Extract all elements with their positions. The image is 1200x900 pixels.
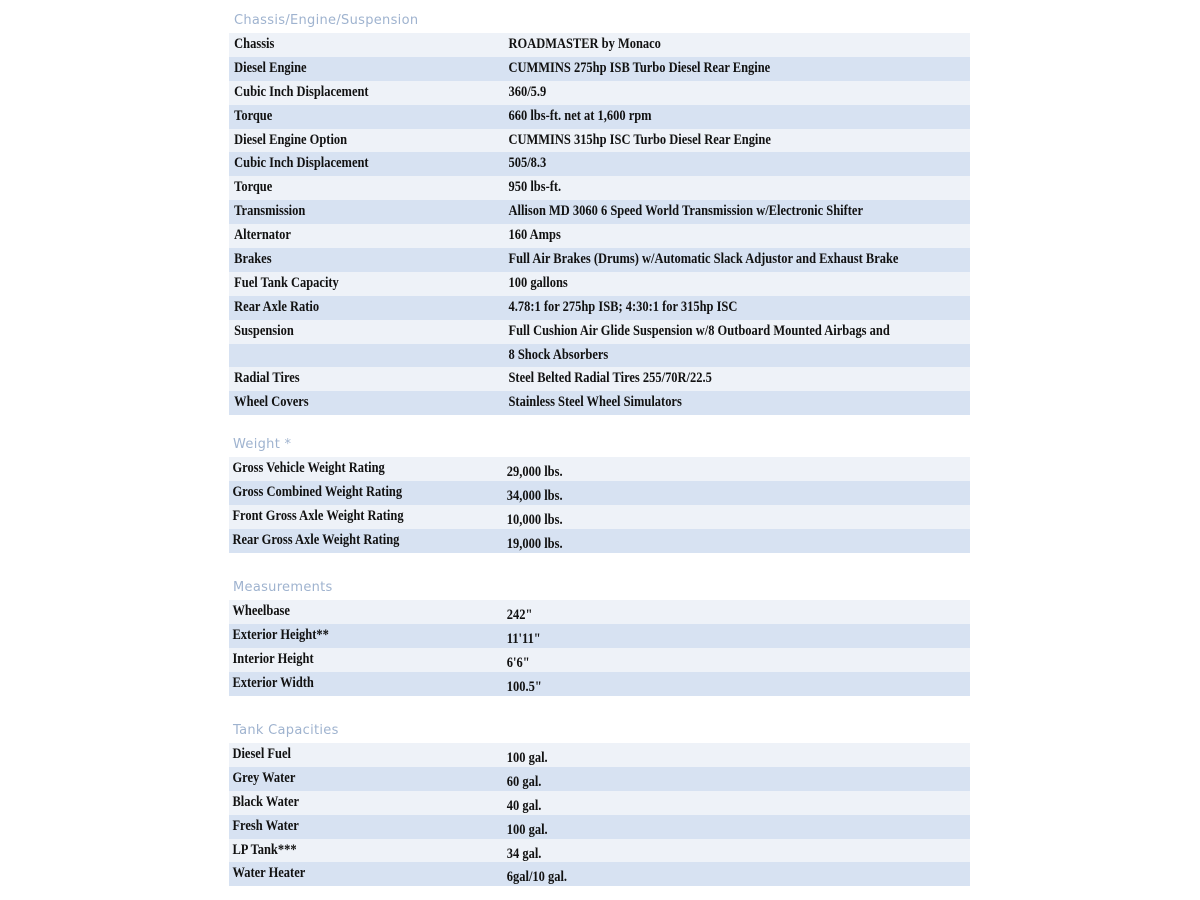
spec-value: 19,000 lbs. <box>506 535 563 552</box>
spec-value: 34,000 lbs. <box>506 487 563 504</box>
spec-value: Stainless Steel Wheel Simulators <box>508 394 682 411</box>
spec-value: 34 gal. <box>506 845 542 862</box>
spec-label: Diesel Engine Option <box>234 131 348 148</box>
spec-label: Torque <box>234 179 273 196</box>
spec-value: 10,000 lbs. <box>506 511 563 528</box>
spec-value: 505/8.3 <box>508 155 547 172</box>
table-row <box>229 248 970 272</box>
spec-table <box>229 457 970 553</box>
table-row <box>229 743 970 767</box>
spec-label: Diesel Fuel <box>232 746 291 762</box>
table-row <box>229 600 970 624</box>
spec-value: 100 gallons <box>508 274 568 291</box>
spec-value: Allison MD 3060 6 Speed World Transmission w/Electronic Shifter <box>508 203 863 220</box>
spec-value: 11'11" <box>506 630 541 647</box>
spec-label: LP Tank*** <box>232 841 297 858</box>
spec-value: ROADMASTER by Monaco <box>508 36 661 52</box>
table-row <box>229 81 970 105</box>
section-title: Weight * <box>233 437 292 452</box>
table-row <box>229 767 970 791</box>
spec-label: Grey Water <box>232 769 296 786</box>
spec-label: Fresh Water <box>232 817 299 834</box>
weight-section <box>229 436 970 553</box>
spec-value: 242" <box>506 607 533 623</box>
spec-label: Wheel Covers <box>234 394 309 411</box>
spec-label: Suspension <box>234 322 294 339</box>
spec-value: 100 gal. <box>506 821 548 838</box>
section-title: Tank Capacities <box>233 723 339 738</box>
spec-value: 360/5.9 <box>508 83 547 100</box>
tank-capacities-section <box>229 722 970 886</box>
table-row <box>229 57 970 81</box>
spec-value: 8 Shock Absorbers <box>508 346 609 363</box>
table-row <box>229 839 970 863</box>
spec-label: Transmission <box>234 203 306 220</box>
spec-label: Exterior Height** <box>232 626 329 643</box>
spec-value: 60 gal. <box>506 773 542 790</box>
table-row <box>229 457 970 481</box>
table-row <box>229 791 970 815</box>
spec-label <box>229 344 509 368</box>
spec-label: Chassis <box>234 36 275 52</box>
section-title: Measurements <box>233 580 333 595</box>
table-row <box>229 391 970 415</box>
spec-value: 100 gal. <box>506 750 548 766</box>
spec-label: Fuel Tank Capacity <box>234 274 339 291</box>
spec-label: Brakes <box>234 251 272 268</box>
spec-label: Rear Axle Ratio <box>234 298 320 315</box>
table-row <box>229 224 970 248</box>
table-row <box>229 672 970 696</box>
table-row <box>229 862 970 886</box>
spec-value: 4.78:1 for 275hp ISB; 4:30:1 for 315hp ISC <box>508 298 738 315</box>
spec-table <box>229 743 970 886</box>
table-row <box>229 152 970 176</box>
table-row <box>229 129 970 153</box>
spec-label: Wheelbase <box>232 603 290 619</box>
table-row <box>229 176 970 200</box>
table-row <box>229 648 970 672</box>
table-row <box>229 105 970 129</box>
table-row <box>229 344 970 368</box>
spec-label: Alternator <box>234 227 291 244</box>
table-row <box>229 200 970 224</box>
spec-value: 950 lbs-ft. <box>508 179 562 196</box>
measurements-section <box>229 579 970 696</box>
table-row <box>229 33 970 57</box>
table-row <box>229 367 970 391</box>
table-row <box>229 815 970 839</box>
spec-value: 100.5" <box>506 678 542 695</box>
spec-label: Gross Vehicle Weight Rating <box>232 460 385 476</box>
section-title: Chassis/Engine/Suspension <box>234 13 419 28</box>
spec-value: 6gal/10 gal. <box>506 869 568 886</box>
spec-label: Radial Tires <box>234 370 300 387</box>
spec-label: Interior Height <box>232 650 314 667</box>
spec-table <box>229 33 970 415</box>
table-row <box>229 505 970 529</box>
spec-label: Front Gross Axle Weight Rating <box>232 507 404 524</box>
spec-value: 29,000 lbs. <box>506 464 563 480</box>
spec-value: 660 lbs-ft. net at 1,600 rpm <box>508 107 652 124</box>
spec-label: Cubic Inch Displacement <box>234 155 369 172</box>
spec-value: CUMMINS 315hp ISC Turbo Diesel Rear Engine <box>508 131 771 148</box>
spec-label: Diesel Engine <box>234 59 307 76</box>
table-row <box>229 481 970 505</box>
spec-value: Full Air Brakes (Drums) w/Automatic Slack Adjustor and Exhaust Brake <box>508 251 899 268</box>
spec-label: Gross Combined Weight Rating <box>232 483 403 500</box>
spec-label: Rear Gross Axle Weight Rating <box>232 531 400 548</box>
spec-value: Full Cushion Air Glide Suspension w/8 Outboard Mounted Airbags and <box>508 322 890 339</box>
spec-value: 6'6" <box>506 654 530 671</box>
spec-label: Torque <box>234 107 273 124</box>
table-row <box>229 529 970 553</box>
spec-label: Black Water <box>232 793 300 810</box>
table-row <box>229 296 970 320</box>
spec-label: Exterior Width <box>232 674 314 691</box>
spec-value: 160 Amps <box>508 227 561 244</box>
spec-value: 40 gal. <box>506 797 542 814</box>
spec-label: Cubic Inch Displacement <box>234 83 369 100</box>
table-row <box>229 320 970 344</box>
spec-table <box>229 600 970 696</box>
table-row <box>229 272 970 296</box>
spec-label: Water Heater <box>232 865 306 882</box>
spec-value: CUMMINS 275hp ISB Turbo Diesel Rear Engine <box>508 59 771 76</box>
table-row <box>229 624 970 648</box>
spec-value: Steel Belted Radial Tires 255/70R/22.5 <box>508 370 712 387</box>
chassis-section <box>229 12 970 415</box>
